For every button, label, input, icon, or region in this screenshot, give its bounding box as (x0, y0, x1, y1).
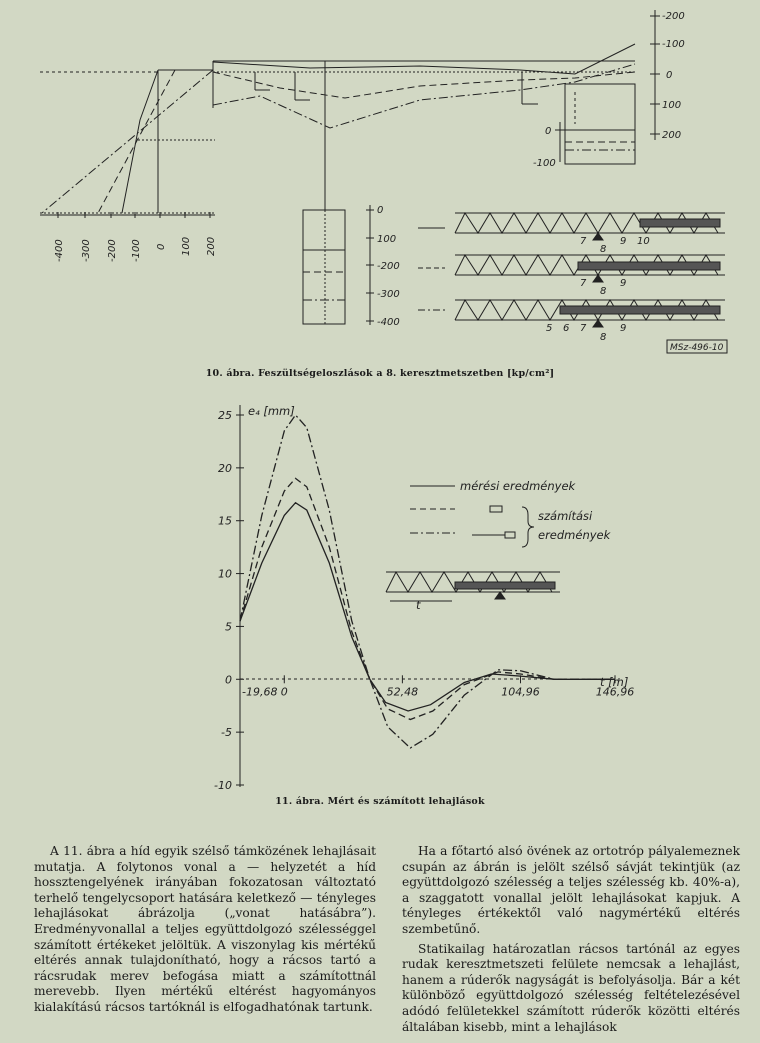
y-tick-label: 25 (218, 409, 232, 422)
truss-t-label: t (416, 598, 421, 612)
y-tick-label: 15 (218, 514, 232, 528)
t2-label-1: 8 (600, 286, 607, 297)
x-tick-label: 52,48 (386, 685, 419, 699)
y-tick-label: 0 (225, 673, 232, 687)
t3-label-3: 8 (600, 332, 607, 343)
la-tick-1: 100 (377, 234, 397, 245)
paragraph: Ha a főtartó alsó övének az ortotróp pályalemeznek csupán az ábrán is jelölt szélső sávját tekintjük (az együttdolgozó szélesség a teljes szélesség kb. 40%-a), a szaggatott vonallal jelölt lehajlásokat kapjuk. A tényleges értékektől való nagymértékű eltérés szembetűnő. (402, 844, 740, 936)
truss-1 (455, 213, 725, 240)
text-column-left (34, 844, 376, 1020)
ba-tick-2: -200 (107, 239, 118, 262)
x-axis-label: t [m] (600, 675, 629, 689)
legend-calc-1: számítási (538, 509, 593, 523)
la-tick-2: -200 (377, 261, 400, 272)
figure-11-caption: 11. ábra. Mért és számított lehajlások (275, 796, 485, 807)
ba-tick-0: -400 (54, 239, 65, 262)
x-tick-label: -19,68 (242, 685, 278, 699)
x-tick-label: 146,96 (595, 685, 635, 699)
text-column-right (402, 844, 740, 1039)
stamp: MSz-496-10 (670, 343, 724, 353)
t2-label-0: 7 (580, 278, 587, 289)
t1-label-3: 10 (637, 236, 650, 247)
ra-tick-0: -200 (662, 11, 685, 22)
t3-label-4: 9 (620, 323, 627, 334)
ba-tick-6: 200 (206, 236, 217, 256)
paragraph: Statikailag határozatlan rácsos tartónál az egyes rudak keresztmetszeti felülete nemcsak a lehajlást, hanem a rúderők nagyságát is befolyásolja. Bár a két különböző együttdolgozó szélesség feltételezésével adódó felületekkel számított rúderők közötti eltérés általában kisebb, mint a lehajlások (402, 941, 740, 1034)
la-tick-3: -300 (377, 289, 400, 300)
ra-tick-2: 0 (666, 70, 673, 81)
y-tick-label: -10 (214, 779, 232, 792)
truss-2 (455, 255, 725, 282)
t3-label-0: 5 (546, 323, 553, 334)
ra-tick-4: 200 (662, 130, 682, 141)
y-tick-label: -5 (221, 726, 232, 740)
figure-11-chart (0, 395, 760, 795)
ba-tick-3: -100 (131, 239, 142, 262)
t3-label-2: 7 (580, 323, 587, 334)
x-tick-label: 104,96 (501, 685, 540, 699)
t1-label-2: 9 (620, 236, 627, 247)
y-tick-label: 5 (225, 620, 232, 634)
ba-tick-1: -300 (81, 239, 92, 262)
ra-tick-1: -100 (662, 39, 685, 50)
t1-label-1: 8 (600, 244, 607, 255)
ra-tick-3: 100 (662, 100, 682, 111)
figure-10 (0, 0, 760, 360)
sa-tick-1: -100 (533, 158, 556, 169)
x-tick-label: 0 (280, 685, 288, 699)
y-tick-label: 10 (218, 567, 232, 581)
t1-label-0: 7 (580, 236, 587, 247)
series-line-2 (240, 415, 615, 748)
t3-label-1: 6 (563, 323, 570, 334)
la-tick-4: -400 (377, 317, 400, 328)
figure-10-caption: 10. ábra. Feszültségeloszlások a 8. keresztmetszetben [kp/cm²] (205, 368, 555, 379)
sa-tick-0: 0 (545, 126, 552, 137)
fig11-truss (386, 572, 560, 601)
y-tick-label: 20 (218, 461, 232, 475)
legend-measured: mérési eredmények (460, 479, 576, 493)
legend-calc-2: eredmények (538, 528, 611, 542)
la-tick-0: 0 (377, 205, 384, 216)
paragraph: A 11. ábra a híd egyik szélső támközének lehajlásait mutatja. A folytonos vonal a — helyzetét a híd hossztengelyének irányában fokozatosan változtató terhelő tengelycsoport hatására keletkező — tényleges lehajlásokat ábrázolja („vonat hatásábra”). Eredményvonallal a teljes együttdolgozó szélességgel számított értékeket jelöltük. A viszonylag kis mértékű eltérés annak tulajdonítható, hogy a rácsos tartó a rácsrudak merev befogása miatt a számítottnál merevebb. Ilyen mértékű eltérést hagyományos kialakítású rácsos tartóknál is elfogadhatónak tartunk. (34, 844, 376, 1014)
t2-label-2: 9 (620, 278, 627, 289)
y-axis-label: e₄ [mm] (248, 404, 295, 418)
ba-tick-5: 100 (181, 236, 192, 256)
ba-tick-4: 0 (156, 243, 167, 250)
truss-3 (455, 300, 725, 327)
